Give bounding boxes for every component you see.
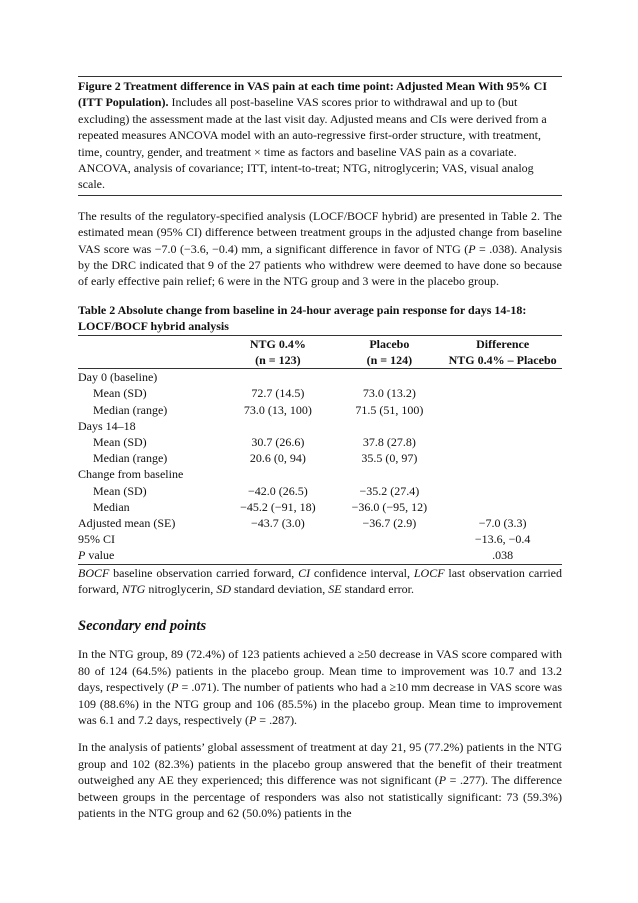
table-cell: −43.7 (3.0) — [250, 515, 305, 530]
figure-caption-title: Figure 2 Treatment difference in VAS pain at each time point: Adjusted Mean With 95% CI (ITT Population). — [78, 79, 548, 110]
section-heading: Secondary end points — [78, 618, 207, 635]
row-label: Median (range) — [93, 402, 168, 417]
header-difference: Difference — [476, 336, 530, 351]
row-label: Mean (SD) — [93, 434, 147, 449]
row-label: Mean (SD) — [93, 483, 147, 498]
table-cell: 20.6 (0, 94) — [249, 451, 306, 466]
secondary-paragraph-1: In the NTG group, 89 (72.4%) of 123 patients achieved a ≥50 decrease in VAS score compared with 80 of 124 (64.5%) patients in the placebo group. Mean time to improvement was 10.7 and 13.2 days, respectively (P = .071). The number of patients who had a ≥10 mm decrease in VAS score was 109 (88.6%) in the NTG group and 106 (85.5%) in the placebo group. Mean time to improvement was 6.1 and 7.2 days, respectively (P = .287). — [78, 647, 563, 727]
table-cell: −7.0 (3.3) — [478, 515, 527, 530]
table-row — [78, 547, 562, 564]
table-cell — [335, 369, 443, 386]
table-cell: −45.2 (−91, 18) — [240, 499, 316, 514]
table-cell: −35.2 (27.4) — [359, 483, 420, 498]
table-cell — [443, 466, 562, 482]
figure-caption-text: Includes all post-baseline VAS scores prior to withdrawal and up to (but excluding) the assessment made at the last visit day. Adjusted means and CIs were derived from a repeated measures ANCOVA model with an auto-regressive first-order structure, with treatment, time, country, gender, and treatment × time as factors and baseline VAS pain as a covariate. ANCOVA, analysis of covariance; ITT, intent-to-treat; NTG, nitroglycerin; VAS, visual analog scale. — [78, 95, 547, 192]
row-label: Median — [93, 499, 130, 514]
table-cell — [335, 466, 443, 482]
results-paragraph: The results of the regulatory-specified analysis (LOCF/BOCF hybrid) are presented in Table 2. The estimated mean (95% CI) difference between treatment groups in the adjusted change from baseline VAS score was −7.0 (−3.6, −0.4) mm, a significant difference in favor of NTG (P = .038). Analysis by the DRC indicated that 9 of the 27 patients who withdrew were deemed to have done so because of early effective pain relief; 6 were in the NTG group and 3 were in the placebo group. — [78, 208, 562, 289]
row-label: Adjusted mean (SE) — [78, 515, 176, 530]
table-cell — [335, 531, 443, 547]
table-cell: −36.0 (−95, 12) — [351, 499, 428, 514]
table-row — [78, 499, 562, 515]
table-row — [78, 434, 562, 450]
table-cell: 37.8 (27.8) — [362, 434, 416, 449]
table-cell: 73.0 (13, 100) — [243, 402, 312, 417]
table-cell — [443, 450, 562, 466]
document-page — [78, 76, 562, 821]
table-row — [78, 402, 562, 418]
header-placebo: Placebo — [369, 336, 410, 351]
header-difference-sub: NTG 0.4% – Placebo — [443, 352, 562, 369]
row-label: P value — [78, 548, 115, 563]
table-body — [78, 369, 562, 564]
row-label: 95% CI — [78, 532, 115, 547]
table-cell — [443, 499, 562, 515]
table-cell — [220, 531, 335, 547]
table-cell — [443, 402, 562, 418]
table-cell — [220, 418, 335, 434]
table-cell: −42.0 (26.5) — [247, 483, 308, 498]
table-cell — [220, 466, 335, 482]
table-cell: 30.7 (26.6) — [251, 434, 305, 449]
table-cell — [220, 369, 335, 386]
table-cell: 35.5 (0, 97) — [361, 451, 418, 466]
row-label: Days 14–18 — [78, 418, 136, 433]
table-cell: 71.5 (51, 100) — [355, 402, 424, 417]
secondary-paragraph-2: In the analysis of patients’ global assessment of treatment at day 21, 95 (77.2%) patients in the NTG group and 102 (82.3%) patients in the placebo group answered that the benefit of their treatment outweighed any AE they experienced; this difference was not significant (P = .277). The difference between groups in the percentage of responders was also not statistically significant: 73 (59.3%) patients in the NTG group and 62 (50.0%) patients in the — [78, 740, 562, 820]
table-row — [78, 369, 562, 386]
table-cell: −36.7 (2.9) — [362, 515, 417, 530]
table-cell: .038 — [492, 548, 514, 563]
header-ntg: NTG 0.4% — [249, 336, 306, 351]
table-cell — [443, 434, 562, 450]
table-header-subrow — [78, 352, 562, 369]
header-ntg-n: (n = 123) — [220, 352, 335, 369]
results-table — [78, 335, 562, 565]
table-row — [78, 385, 562, 401]
table-row — [78, 418, 562, 434]
table-cell — [443, 483, 562, 499]
table-cell — [335, 547, 443, 564]
table-cell — [443, 369, 562, 386]
table-footnote: BOCF baseline observation carried forward, CI confidence interval, LOCF last observation carried forward, NTG nitroglycerin, SD standard deviation, SE standard error. — [78, 565, 562, 596]
table-row — [78, 531, 562, 547]
table-title: Table 2 Absolute change from baseline in 24-hour average pain response for days 14-18: LOCF/BOCF hybrid analysis — [78, 302, 527, 334]
table-row — [78, 450, 562, 466]
table-row — [78, 466, 562, 482]
table-header-row — [78, 335, 562, 352]
table-cell: −13.6, −0.4 — [474, 532, 531, 547]
row-label: Median (range) — [93, 451, 168, 466]
row-label: Day 0 (baseline) — [78, 370, 158, 385]
table-row — [78, 483, 562, 499]
table-cell: 72.7 (14.5) — [251, 386, 305, 401]
row-label: Change from baseline — [78, 467, 184, 482]
table-cell — [443, 385, 562, 401]
table-cell: 73.0 (13.2) — [362, 386, 416, 401]
figure-caption — [78, 76, 562, 196]
header-placebo-n: (n = 124) — [335, 352, 443, 369]
table-cell — [443, 418, 562, 434]
row-label: Mean (SD) — [93, 386, 147, 401]
table-row — [78, 515, 562, 531]
table-cell — [335, 418, 443, 434]
table-cell — [220, 547, 335, 564]
